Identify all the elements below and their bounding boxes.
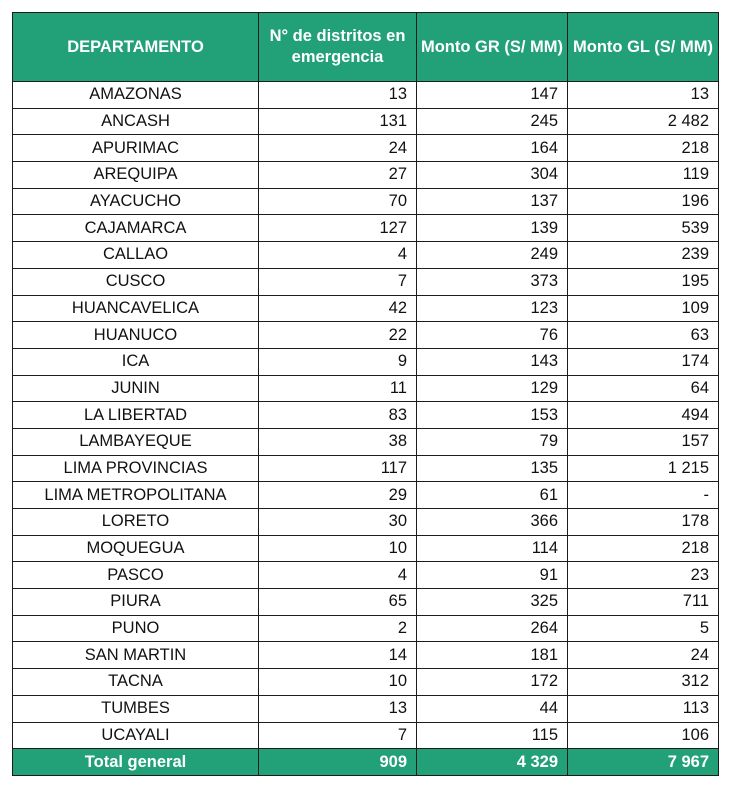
- table-body: [13, 82, 719, 749]
- departamento-cell: HUANUCO: [13, 322, 259, 349]
- table-row: [13, 375, 719, 402]
- distritos-cell: 11: [259, 375, 417, 402]
- monto-gl-cell: -: [568, 482, 719, 509]
- distritos-cell: 14: [259, 642, 417, 669]
- monto-gl-cell: 178: [568, 509, 719, 536]
- total-monto-gl: 7 967: [568, 749, 719, 776]
- total-row: [13, 749, 719, 776]
- monto-gl-cell: 64: [568, 375, 719, 402]
- table-row: [13, 135, 719, 162]
- departamento-cell: LA LIBERTAD: [13, 402, 259, 429]
- monto-gr-cell: 373: [417, 268, 568, 295]
- monto-gr-cell: 79: [417, 428, 568, 455]
- table-row: [13, 589, 719, 616]
- total-monto-gr: 4 329: [417, 749, 568, 776]
- table-row: [13, 482, 719, 509]
- monto-gl-cell: 196: [568, 188, 719, 215]
- monto-gr-cell: 123: [417, 295, 568, 322]
- table-row: [13, 188, 719, 215]
- departamento-cell: LIMA PROVINCIAS: [13, 455, 259, 482]
- table-row: [13, 295, 719, 322]
- monto-gr-cell: 366: [417, 509, 568, 536]
- distritos-cell: 10: [259, 669, 417, 696]
- distritos-cell: 127: [259, 215, 417, 242]
- monto-gl-cell: 494: [568, 402, 719, 429]
- distritos-cell: 4: [259, 242, 417, 269]
- table-row: [13, 535, 719, 562]
- table-row: [13, 242, 719, 269]
- monto-gl-cell: 239: [568, 242, 719, 269]
- departamento-cell: UCAYALI: [13, 722, 259, 749]
- monto-gl-cell: 539: [568, 215, 719, 242]
- table-row: [13, 695, 719, 722]
- monto-gr-cell: 135: [417, 455, 568, 482]
- distritos-cell: 70: [259, 188, 417, 215]
- table-row: [13, 348, 719, 375]
- departamento-cell: AREQUIPA: [13, 162, 259, 189]
- departamento-cell: TACNA: [13, 669, 259, 696]
- departamento-cell: AMAZONAS: [13, 82, 259, 109]
- monto-gr-cell: 147: [417, 82, 568, 109]
- monto-gl-cell: 218: [568, 135, 719, 162]
- monto-gr-cell: 76: [417, 322, 568, 349]
- table-row: [13, 162, 719, 189]
- monto-gr-cell: 129: [417, 375, 568, 402]
- monto-gl-cell: 1 215: [568, 455, 719, 482]
- monto-gr-cell: 264: [417, 615, 568, 642]
- monto-gl-cell: 24: [568, 642, 719, 669]
- monto-gl-cell: 5: [568, 615, 719, 642]
- table-container: [12, 12, 719, 776]
- header-num-distritos: N° de distritos en emergencia: [259, 13, 417, 82]
- distritos-cell: 42: [259, 295, 417, 322]
- departamento-cell: PIURA: [13, 589, 259, 616]
- table-row: [13, 268, 719, 295]
- departamento-cell: ICA: [13, 348, 259, 375]
- monto-gl-cell: 711: [568, 589, 719, 616]
- header-monto-gl: Monto GL (S/ MM): [568, 13, 719, 82]
- distritos-cell: 117: [259, 455, 417, 482]
- monto-gr-cell: 164: [417, 135, 568, 162]
- departamento-cell: LAMBAYEQUE: [13, 428, 259, 455]
- departamento-cell: JUNIN: [13, 375, 259, 402]
- table-row: [13, 615, 719, 642]
- total-label: Total general: [13, 749, 259, 776]
- distritos-cell: 24: [259, 135, 417, 162]
- emergency-districts-table: [12, 12, 719, 776]
- monto-gl-cell: 23: [568, 562, 719, 589]
- departamento-cell: LIMA METROPOLITANA: [13, 482, 259, 509]
- monto-gr-cell: 143: [417, 348, 568, 375]
- table-row: [13, 509, 719, 536]
- distritos-cell: 30: [259, 509, 417, 536]
- table-row: [13, 215, 719, 242]
- table-row: [13, 402, 719, 429]
- monto-gl-cell: 312: [568, 669, 719, 696]
- header-departamento: DEPARTAMENTO: [13, 13, 259, 82]
- distritos-cell: 13: [259, 82, 417, 109]
- distritos-cell: 131: [259, 108, 417, 135]
- distritos-cell: 7: [259, 722, 417, 749]
- table-row: [13, 455, 719, 482]
- distritos-cell: 65: [259, 589, 417, 616]
- table-header: [13, 13, 719, 82]
- header-monto-gr: Monto GR (S/ MM): [417, 13, 568, 82]
- table-row: [13, 82, 719, 109]
- monto-gr-cell: 61: [417, 482, 568, 509]
- table-row: [13, 669, 719, 696]
- distritos-cell: 29: [259, 482, 417, 509]
- distritos-cell: 27: [259, 162, 417, 189]
- monto-gr-cell: 249: [417, 242, 568, 269]
- distritos-cell: 4: [259, 562, 417, 589]
- table-row: [13, 428, 719, 455]
- table-row: [13, 322, 719, 349]
- table-row: [13, 108, 719, 135]
- table-row: [13, 722, 719, 749]
- monto-gr-cell: 153: [417, 402, 568, 429]
- departamento-cell: APURIMAC: [13, 135, 259, 162]
- departamento-cell: HUANCAVELICA: [13, 295, 259, 322]
- departamento-cell: AYACUCHO: [13, 188, 259, 215]
- header-row: [13, 13, 719, 82]
- departamento-cell: SAN MARTIN: [13, 642, 259, 669]
- monto-gr-cell: 172: [417, 669, 568, 696]
- monto-gr-cell: 139: [417, 215, 568, 242]
- table-row: [13, 562, 719, 589]
- departamento-cell: ANCASH: [13, 108, 259, 135]
- monto-gl-cell: 2 482: [568, 108, 719, 135]
- table-footer: [13, 749, 719, 776]
- distritos-cell: 9: [259, 348, 417, 375]
- monto-gl-cell: 119: [568, 162, 719, 189]
- departamento-cell: CUSCO: [13, 268, 259, 295]
- departamento-cell: CAJAMARCA: [13, 215, 259, 242]
- departamento-cell: PUNO: [13, 615, 259, 642]
- distritos-cell: 38: [259, 428, 417, 455]
- monto-gl-cell: 195: [568, 268, 719, 295]
- monto-gr-cell: 181: [417, 642, 568, 669]
- monto-gl-cell: 13: [568, 82, 719, 109]
- distritos-cell: 2: [259, 615, 417, 642]
- departamento-cell: MOQUEGUA: [13, 535, 259, 562]
- departamento-cell: LORETO: [13, 509, 259, 536]
- departamento-cell: TUMBES: [13, 695, 259, 722]
- monto-gl-cell: 157: [568, 428, 719, 455]
- monto-gl-cell: 218: [568, 535, 719, 562]
- monto-gr-cell: 325: [417, 589, 568, 616]
- departamento-cell: PASCO: [13, 562, 259, 589]
- monto-gr-cell: 245: [417, 108, 568, 135]
- distritos-cell: 10: [259, 535, 417, 562]
- monto-gl-cell: 174: [568, 348, 719, 375]
- distritos-cell: 22: [259, 322, 417, 349]
- total-distritos: 909: [259, 749, 417, 776]
- monto-gl-cell: 113: [568, 695, 719, 722]
- distritos-cell: 13: [259, 695, 417, 722]
- distritos-cell: 83: [259, 402, 417, 429]
- monto-gr-cell: 115: [417, 722, 568, 749]
- monto-gr-cell: 304: [417, 162, 568, 189]
- monto-gr-cell: 114: [417, 535, 568, 562]
- table-row: [13, 642, 719, 669]
- monto-gl-cell: 109: [568, 295, 719, 322]
- monto-gl-cell: 63: [568, 322, 719, 349]
- monto-gl-cell: 106: [568, 722, 719, 749]
- monto-gr-cell: 44: [417, 695, 568, 722]
- monto-gr-cell: 137: [417, 188, 568, 215]
- monto-gr-cell: 91: [417, 562, 568, 589]
- distritos-cell: 7: [259, 268, 417, 295]
- departamento-cell: CALLAO: [13, 242, 259, 269]
